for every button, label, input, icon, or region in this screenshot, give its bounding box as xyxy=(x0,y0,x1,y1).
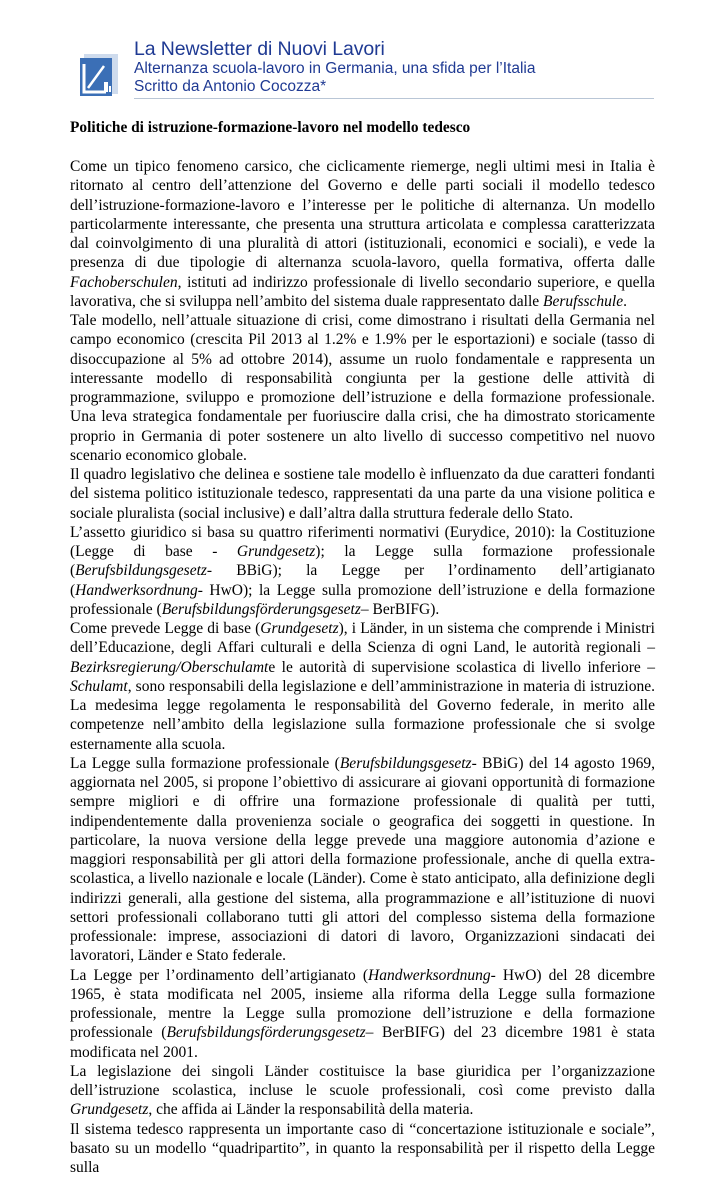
paragraph-text: – BerBIFG). xyxy=(361,601,439,618)
italic-term: Grundgesetz xyxy=(260,620,338,637)
article-author: Scritto da Antonio Cocozza* xyxy=(134,78,536,96)
paragraph-text: La legislazione dei singoli Länder costituisce la base giuridica per l’organizzazione dell’istruzione scolastica, incluse le scuole professionali, così come previsto dalla xyxy=(70,1063,655,1099)
italic-term: Grundgesetz xyxy=(237,543,315,560)
paragraph xyxy=(70,1120,655,1177)
section-heading: Politiche di istruzione-formazione-lavoro nel modello tedesco xyxy=(70,118,655,138)
paragraph-text: . xyxy=(623,293,627,310)
paragraph xyxy=(70,465,655,523)
newsletter-header xyxy=(78,38,654,102)
paragraph-text: , che affida ai Länder la responsabilità della materia. xyxy=(148,1101,473,1118)
paragraph-text: - HwO); la Legge sulla promozione dell’istruzione e della formazione professionale ( xyxy=(70,582,655,618)
paragraph-text: – BerBIFG) del 23 dicembre 1981 è stata modificata nel 2001. xyxy=(70,1024,655,1060)
paragraph-text: ), i Länder, in un sistema che comprende i Ministri dell’Educazione, degli Affari culturali e della Scienza di ogni Land, le autorità regionali – xyxy=(70,620,655,656)
paragraph-text: Tale modello, nell’attuale situazione di crisi, come dimostrano i risultati della Germania nel campo economico (crescita Pil 2013 al 1.2% e 1.9% per le esportazioni) e sociale (tasso di disoccupazione al 5% ad ottobre 2014), assume un ruolo fondamentale e rappresenta un interessante modello di responsabilità congiunta per la gestione delle attività di programmazione, sviluppo e promozione dell’istruzione e della formazione professionale. Una leva strategica fondamentale per fuoriuscire dalla crisi, che ha dimostrato storicamente proprio in Germania di poter sostenere un alto livello di successo competitivo nel nuovo scenario economico globale. xyxy=(70,312,655,464)
newsletter-title: La Newsletter di Nuovi Lavori xyxy=(134,38,536,60)
newsletter-logo xyxy=(78,52,120,100)
italic-term: Berufsbildungsgesetz xyxy=(340,755,472,772)
paragraph xyxy=(70,754,655,966)
italic-term: Bezirksregierung/Oberschulamt xyxy=(70,659,268,676)
italic-term: Berufsbildungsgesetz xyxy=(75,562,207,579)
paragraph xyxy=(70,1062,655,1120)
paragraph-text: e le autorità di supervisione scolastica di livello inferiore – xyxy=(268,659,655,676)
paragraph-text: Come prevede Legge di base ( xyxy=(70,620,260,637)
paragraph-text: Come un tipico fenomeno carsico, che ciclicamente riemerge, negli ultimi mesi in Italia è ritornato al centro dell’attenzione del Governo e delle parti sociali il modello tedesco dell’istruzione-formazione-lavoro e l’interesse per le politiche di alternanza. Un modello particolarmente interessante, che presenta una struttura articolata e complessa caratterizzata dal coinvolgimento di una pluralità di attori (istituzionali, economici e sociali), e vede la presenza di due tipologie di alternanza scuola-lavoro, quella formativa, offerta dalle xyxy=(70,158,655,271)
header-divider xyxy=(134,98,654,99)
italic-term: Grundgesetz xyxy=(70,1101,148,1118)
paragraph-text: L’assetto giuridico si basa su quattro riferimenti normativi (Eurydice, 2010): la Costituzione (Legge di base - xyxy=(70,524,655,560)
paragraph-text: Il sistema tedesco rappresenta un importante caso di “concertazione istituzionale e sociale”, basato su un modello “quadripartito”, in quanto la responsabilità per il rispetto della Legge sulla xyxy=(70,1121,655,1177)
paragraph xyxy=(70,523,655,619)
paragraph-text: - BBiG) del 14 agosto 1969, aggiornata nel 2005, si propone l’obiettivo di assicurare ai giovani opportunità di formazione sempre migliori e di offrire una formazione professionale di qualità per tutti, indipendentemente dalla provenienza sociale o geografica dei soggetti in questione. In particolare, la nuova versione della legge prevede una maggiore autonomia d’azione e maggiori responsabilità per gli attori della formazione professionale, anche di quella extra-scolastica, a livello nazionale e locale (Länder). Come è stato anticipato, alla definizione degli indirizzi generali, alla gestione del sistema, alla programmazione e all’istituzione di nuovi settori professionali collaborano tutti gli attori del complesso sistema della formazione professionale: imprese, associazioni di datori di lavoro, Organizzazioni sindacati dei lavoratori, Länder e Stato federale. xyxy=(70,755,655,965)
paragraph-list xyxy=(70,157,655,1177)
article-subtitle: Alternanza scuola-lavoro in Germania, una sfida per l’Italia xyxy=(134,60,536,78)
italic-term: Handwerksordnung xyxy=(368,967,491,984)
article-body xyxy=(70,118,655,1177)
paragraph-text: La Legge per l’ordinamento dell’artigianato ( xyxy=(70,967,368,984)
paragraph-text: Il quadro legislativo che delinea e sostiene tale modello è influenzato da due caratteri fondanti del sistema politico istituzionale tedesco, rappresentati da una parte da una visione politica e sociale pluralista (social inclusive) e dall’altra dalla struttura federale dello Stato. xyxy=(70,466,655,522)
paragraph-text: , sono responsabili della legislazione e dell’amministrazione in materia di istruzione. La medesima legge regolamenta le responsabilità del Governo federale, in merito alle competenze nell’ambito della legislazione sulla formazione professionale che si svolge esternamente alla scuola. xyxy=(70,678,655,753)
italic-term: Fachoberschulen xyxy=(70,274,178,291)
italic-term: Berufsbildungsförderungsgesetz xyxy=(166,1024,365,1041)
italic-term: Handwerksordnung xyxy=(75,582,198,599)
paragraph-text: , istituti ad indirizzo professionale di livello secondario superiore, e quella lavorativa, che si sviluppa nell’ambito del sistema duale rappresentato dalle xyxy=(70,274,655,310)
paragraph-text: ); la Legge sulla formazione professionale ( xyxy=(70,543,655,579)
italic-term: Schulamt xyxy=(70,678,128,695)
paragraph xyxy=(70,311,655,465)
italic-term: Berufsbildungsförderungsgesetz xyxy=(162,601,361,618)
paragraph xyxy=(70,619,655,754)
paragraph-text: - BBiG); la Legge per l’ordinamento dell’artigianato ( xyxy=(70,562,655,598)
italic-term: Berufsschule xyxy=(543,293,623,310)
paragraph xyxy=(70,966,655,1062)
paragraph xyxy=(70,157,655,311)
paragraph-text: - HwO) del 28 dicembre 1965, è stata modificata nel 2005, insieme alla riforma della Legge sulla formazione professionale, mentre la Legge sulla promozione dell’istruzione e della formazione professionale ( xyxy=(70,967,655,1042)
paragraph-text: La Legge sulla formazione professionale ( xyxy=(70,755,340,772)
